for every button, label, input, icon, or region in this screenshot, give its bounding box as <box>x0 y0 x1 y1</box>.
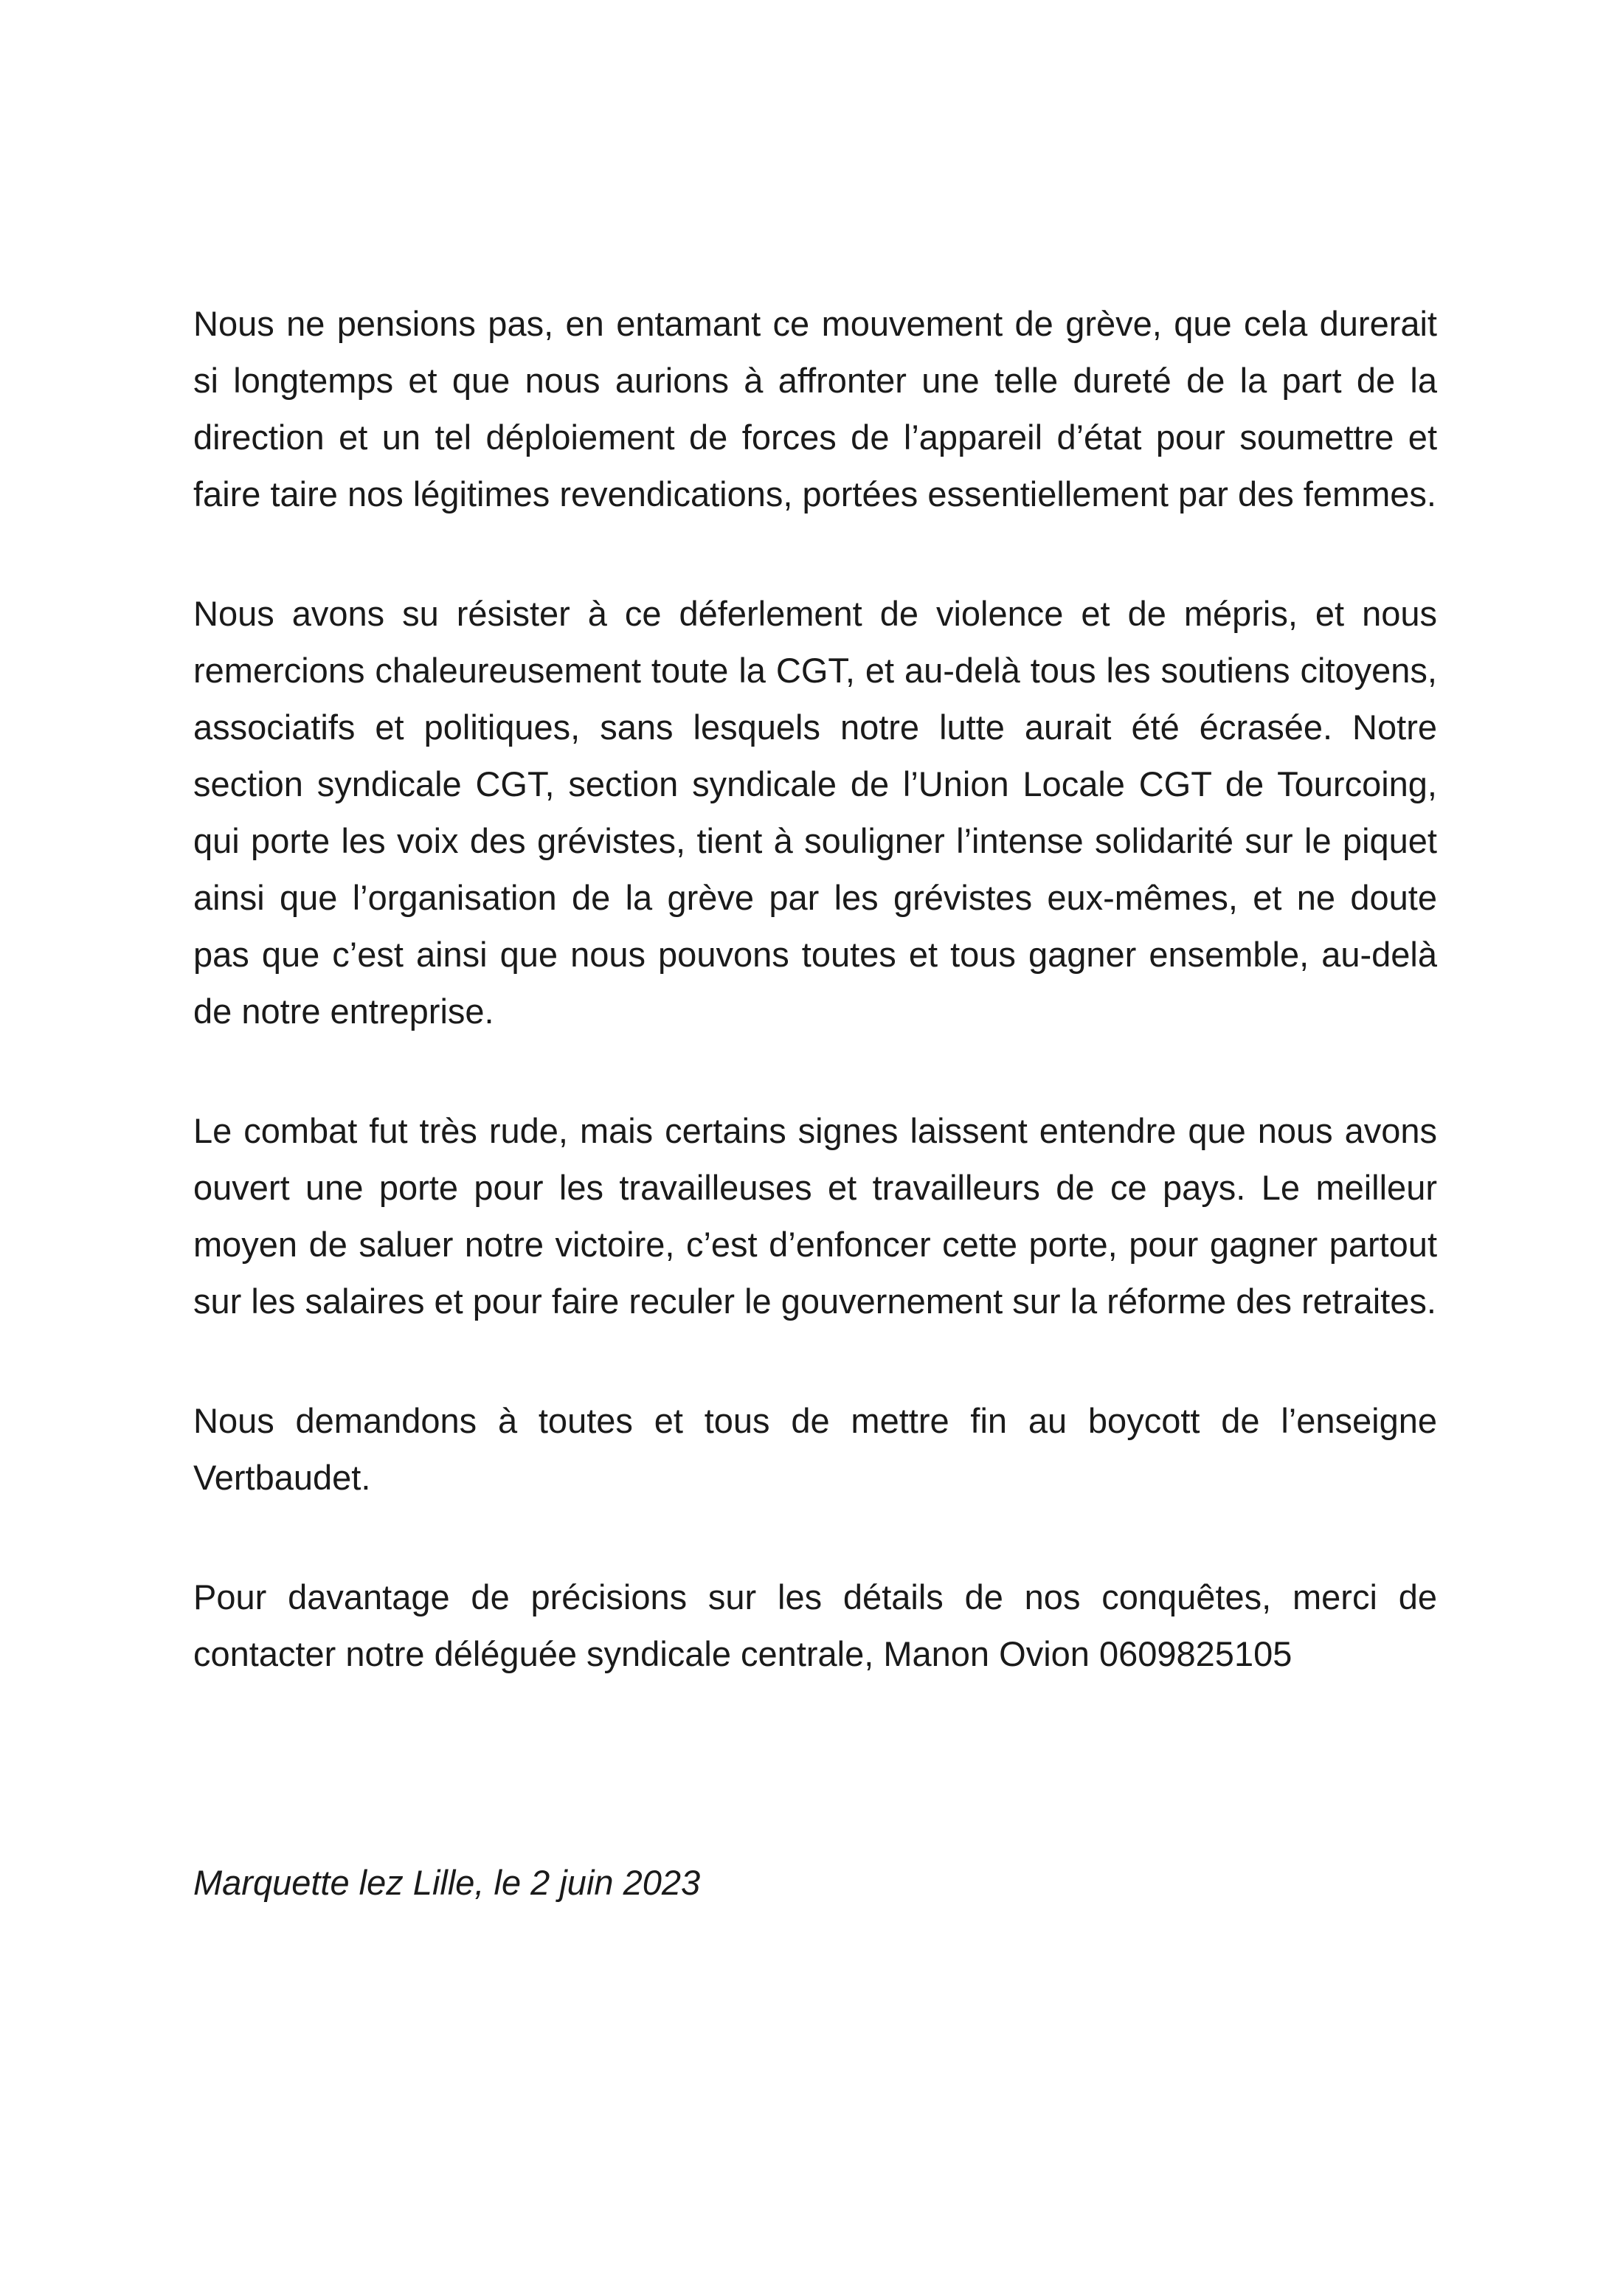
paragraph-contact: Pour davantage de précisions sur les détails de nos conquêtes, merci de contacter notre déléguée syndicale centrale, Manon Ovion 0609825105 <box>193 1577 1437 1673</box>
paragraph-strike-intro: Nous ne pensions pas, en entamant ce mouvement de grève, que cela durerait si longtemps et que nous aurions à affronter une telle dureté de la part de la direction et un tel déploiement de forces de l’appareil d’état pour soumettre et faire taire nos légitimes revendications, portées essentiellement par des femmes. <box>193 304 1437 514</box>
paragraph-thanks-solidarity: Nous avons su résister à ce déferlement de violence et de mépris, et nous remercions chaleureusement toute la CGT, et au-delà tous les soutiens citoyens, associatifs et politiques, sans lesquels notre lutte aurait été écrasée. Notre section syndicale CGT, section syndicale de l’Union Locale CGT de Tourcoing, qui porte les voix des grévistes, tient à souligner l’intense solidarité sur le piquet ainsi que l’organisation de la grève par les grévistes eux-mêmes, et ne doute pas que c’est ainsi que nous pouvons toutes et tous gagner ensemble, au-delà de notre entreprise. <box>193 594 1437 1031</box>
place-date-line: Marquette lez Lille, le 2 juin 2023 <box>193 1863 701 1902</box>
document-body <box>193 295 1437 1682</box>
paragraph-boycott: Nous demandons à toutes et tous de mettre fin au boycott de l’enseigne Vertbaudet. <box>193 1401 1437 1497</box>
paragraph-victory: Le combat fut très rude, mais certains signes laissent entendre que nous avons ouvert une porte pour les travailleuses et travailleurs de ce pays. Le meilleur moyen de saluer notre victoire, c’est d’enfoncer cette porte, pour gagner partout sur les salaires et pour faire reculer le gouvernement sur la réforme des retraites. <box>193 1111 1437 1321</box>
